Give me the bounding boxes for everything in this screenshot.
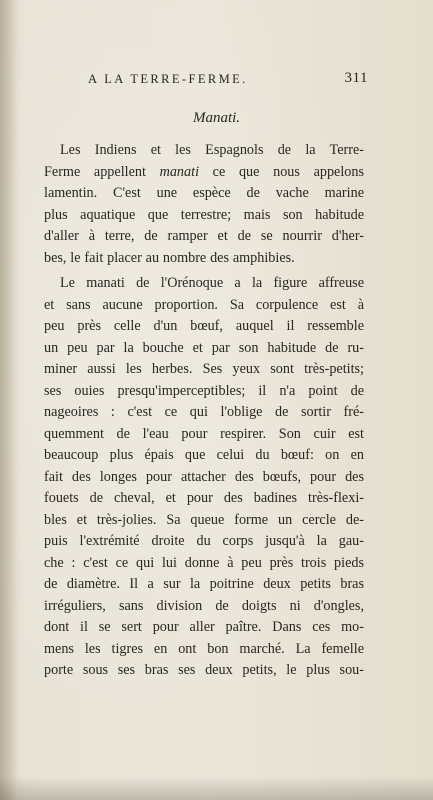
text-line: dont il se sert pour aller paître. Dans ces mo- bbox=[44, 619, 364, 635]
text-line: mens les tigres en ont bon marché. La femelle bbox=[44, 640, 364, 657]
page-header bbox=[88, 70, 368, 90]
text-line: beaucoup plus épais que celui du bœuf: on en bbox=[44, 447, 364, 463]
text-line: et sans aucune proportion. Sa corpulence est à bbox=[44, 296, 364, 313]
text-line: fouets de cheval, et pour des badines très-flexi- bbox=[44, 490, 364, 506]
text-line: bles et très-jolies. Sa queue forme un cercle de- bbox=[44, 511, 364, 528]
page-bottom-shadow bbox=[0, 776, 433, 800]
section-title: Manati. bbox=[192, 110, 241, 126]
text-line: puis l'extrémité droite du corps jusqu'à la gau- bbox=[44, 533, 364, 549]
text-line: fait des longes pour attacher des bœufs, pour des bbox=[44, 468, 364, 485]
text-line: bes, le fait placer au nombre des amphibies. bbox=[44, 249, 295, 266]
text-line: de diamètre. Il a sur la poitrine deux petits bras bbox=[44, 576, 364, 592]
body-text bbox=[44, 140, 364, 682]
text-line: quemment de l'eau pour respirer. Son cuir est bbox=[44, 425, 364, 442]
text-line: lamentin. C'est une espèce de vache marine bbox=[44, 185, 364, 201]
text-line: miner aussi les herbes. Ses yeux sont très-petits; bbox=[44, 361, 364, 377]
text-line: peu près celle d'un bœuf, auquel il ressemble bbox=[44, 318, 364, 334]
page-number: 311 bbox=[344, 70, 368, 86]
text-line: irréguliers, sans division de doigts ni d'ongles, bbox=[44, 597, 364, 614]
text-line bbox=[44, 162, 364, 184]
text-line: porte sous ses bras ses deux petits, le plus sou- bbox=[44, 662, 364, 678]
running-title: A LA TERRE-FERME. bbox=[88, 72, 248, 86]
italic-term: manati bbox=[159, 163, 200, 180]
text-line: che : c'est ce qui lui donne à peu près trois pieds bbox=[44, 554, 364, 571]
paragraph-1 bbox=[44, 140, 364, 269]
text-line: un peu par la bouche et par son habitude de ru- bbox=[44, 339, 364, 356]
text-line: nageoires : c'est ce qui l'oblige de sortir fré- bbox=[44, 404, 364, 420]
text-line: plus aquatique que terrestre; mais son habitude bbox=[44, 206, 364, 223]
text-segment: Ferme appellent bbox=[44, 163, 160, 180]
paragraph-2 bbox=[44, 273, 364, 682]
text-line: d'aller à terre, de ramper et de se nourrir d'her- bbox=[44, 228, 364, 244]
text-line: Les Indiens et les Espagnols de la Terre- bbox=[60, 142, 364, 158]
text-segment: ce que nous appelons bbox=[199, 163, 365, 180]
text-line: ses ouies presqu'imperceptibles; il n'a point de bbox=[44, 382, 364, 399]
text-line: Le manati de l'Orénoque a la figure affreuse bbox=[60, 275, 364, 291]
